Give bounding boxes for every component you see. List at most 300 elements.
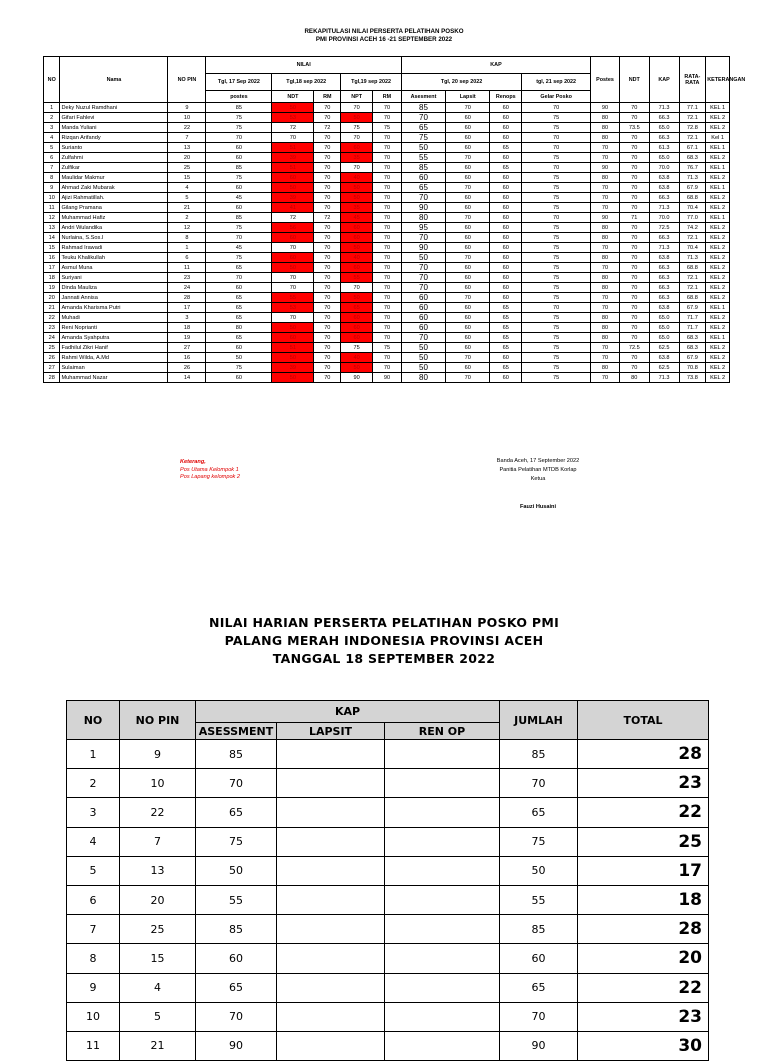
recap-cell-kap: 66.3 — [649, 283, 679, 293]
recap-cell-ndt: 50 — [272, 183, 314, 193]
daily-cell-asesment: 90 — [196, 1031, 277, 1060]
recap-cell-npt: 60 — [341, 223, 373, 233]
daily-header-lapsit: LAPSIT — [277, 723, 385, 740]
recap-cell-postes-final: 70 — [591, 203, 620, 213]
recap-cell-postes: 65 — [206, 333, 272, 343]
recap-cell-gelar: 75 — [522, 113, 591, 123]
recap-cell-postes-final: 90 — [591, 103, 620, 113]
daily-cell-lapsit — [277, 973, 385, 1002]
daily-cell-asesment: 60 — [196, 944, 277, 973]
recap-cell-renops: 60 — [490, 183, 522, 193]
recap-cell-keterangan: KEL 2 — [706, 123, 730, 133]
daily-cell-no: 9 — [67, 973, 120, 1002]
recap-cell-rata: 67.9 — [679, 353, 706, 363]
recap-cell-nama: Maulidar Makmur — [60, 173, 168, 183]
recap-cell-postes-final: 80 — [591, 283, 620, 293]
recap-cell-ndt-final: 70 — [619, 173, 649, 183]
recap-cell-keterangan: KEL 2 — [706, 203, 730, 213]
recap-cell-rm2: 70 — [373, 333, 402, 343]
recap-cell-ndt-final: 73.5 — [619, 123, 649, 133]
legend — [180, 459, 240, 482]
recap-cell-ndt-final: 70 — [619, 193, 649, 203]
recap-cell-rm1: 70 — [314, 363, 341, 373]
recap-cell-rm2: 70 — [373, 213, 402, 223]
recap-cell-gelar: 75 — [522, 313, 591, 323]
recap-cell-pin: 27 — [168, 343, 206, 353]
daily-cell-renop — [385, 973, 500, 1002]
recap-cell-pin: 21 — [168, 203, 206, 213]
recap-cell-rm1: 70 — [314, 243, 341, 253]
recap-cell-rata: 68.8 — [679, 193, 706, 203]
recap-cell-keterangan: KEL 2 — [706, 223, 730, 233]
recap-cell-pin: 20 — [168, 153, 206, 163]
recap-cell-rata: 68.8 — [679, 263, 706, 273]
recap-cell-lapsit: 60 — [446, 283, 490, 293]
recap-row — [44, 283, 730, 293]
recap-cell-rata: 67.1 — [679, 143, 706, 153]
recap-cell-postes: 60 — [206, 203, 272, 213]
recap-cell-ndt-final: 71 — [619, 213, 649, 223]
recap-cell-rata: 72.1 — [679, 113, 706, 123]
recap-cell-renops: 65 — [490, 343, 522, 353]
daily-cell-asesment: 85 — [196, 740, 277, 769]
recap-cell-rm1: 70 — [314, 203, 341, 213]
recap-cell-postes-final: 70 — [591, 343, 620, 353]
recap-cell-ndt-final: 70 — [619, 363, 649, 373]
daily-cell-lapsit — [277, 740, 385, 769]
recap-row — [44, 333, 730, 343]
recap-cell-renops: 60 — [490, 123, 522, 133]
daily-cell-jumlah: 75 — [500, 827, 578, 856]
recap-cell-gelar: 75 — [522, 343, 591, 353]
recap-cell-postes: 60 — [206, 283, 272, 293]
daily-cell-jumlah: 55 — [500, 885, 578, 914]
daily-cell-pin: 21 — [120, 1031, 196, 1060]
recap-cell-ndt: 50 — [272, 103, 314, 113]
recap-cell-no: 20 — [44, 293, 60, 303]
recap-cell-ndt-final: 70 — [619, 103, 649, 113]
recap-row — [44, 293, 730, 303]
recap-cell-kap: 71.3 — [649, 103, 679, 113]
recap-cell-no: 15 — [44, 243, 60, 253]
daily-header-kap: KAP — [196, 701, 500, 723]
recap-cell-rata: 72.1 — [679, 273, 706, 283]
recap-cell-rm2: 70 — [373, 143, 402, 153]
recap-row — [44, 243, 730, 253]
recap-row — [44, 303, 730, 313]
recap-cell-rm1: 70 — [314, 353, 341, 363]
recap-cell-postes-final: 80 — [591, 363, 620, 373]
recap-header-kap-col: KAP — [649, 57, 679, 103]
recap-cell-rata: 73.8 — [679, 373, 706, 383]
recap-cell-ndt-final: 70 — [619, 233, 649, 243]
recap-cell-postes: 75 — [206, 113, 272, 123]
daily-cell-no: 4 — [67, 827, 120, 856]
recap-row — [44, 133, 730, 143]
recap-cell-lapsit: 60 — [446, 313, 490, 323]
recap-cell-ndt: 72 — [272, 123, 314, 133]
daily-cell-jumlah: 90 — [500, 1031, 578, 1060]
recap-row — [44, 323, 730, 333]
recap-cell-pin: 5 — [168, 193, 206, 203]
recap-cell-rm2: 75 — [373, 123, 402, 133]
recap-cell-nama: Gifari Fahlevi — [60, 113, 168, 123]
recap-cell-postes-final: 80 — [591, 253, 620, 263]
daily-cell-pin: 13 — [120, 856, 196, 885]
recap-cell-no: 4 — [44, 133, 60, 143]
recap-cell-kap: 66.3 — [649, 263, 679, 273]
recap-cell-keterangan: KEL 2 — [706, 343, 730, 353]
recap-cell-postes: 45 — [206, 193, 272, 203]
daily-cell-lapsit — [277, 856, 385, 885]
recap-cell-kap: 71.3 — [649, 373, 679, 383]
recap-cell-no: 21 — [44, 303, 60, 313]
recap-cell-rata: 71.3 — [679, 253, 706, 263]
recap-cell-pin: 8 — [168, 233, 206, 243]
recap-cell-renops: 65 — [490, 333, 522, 343]
daily-cell-no: 6 — [67, 885, 120, 914]
daily-table — [66, 700, 709, 1061]
recap-cell-rm2: 70 — [373, 363, 402, 373]
sign-place-date: Banda Aceh, 17 September 2022 — [496, 458, 580, 464]
recap-cell-ndt: 39 — [272, 363, 314, 373]
recap-cell-kap: 63.8 — [649, 173, 679, 183]
recap-cell-lapsit: 60 — [446, 323, 490, 333]
recap-cell-npt: 60 — [341, 323, 373, 333]
recap-row — [44, 103, 730, 113]
recap-cell-postes-final: 70 — [591, 293, 620, 303]
recap-header-nilai: NILAI — [206, 57, 401, 74]
recap-cell-rata: 72.8 — [679, 123, 706, 133]
recap-cell-rm1: 70 — [314, 373, 341, 383]
recap-cell-gelar: 75 — [522, 233, 591, 243]
recap-cell-no: 24 — [44, 333, 60, 343]
daily-cell-no: 7 — [67, 915, 120, 944]
recap-cell-rata: 77.0 — [679, 213, 706, 223]
recap-cell-pin: 25 — [168, 163, 206, 173]
recap-cell-npt: 50 — [341, 113, 373, 123]
recap-cell-postes: 70 — [206, 273, 272, 283]
recap-cell-nama: Rahmi Wilda, A.Md — [60, 353, 168, 363]
recap-cell-ndt: 70 — [272, 243, 314, 253]
recap-cell-lapsit: 70 — [446, 353, 490, 363]
recap-row — [44, 123, 730, 133]
daily-cell-total: 18 — [578, 885, 709, 914]
recap-cell-no: 13 — [44, 223, 60, 233]
recap-cell-kap: 65.0 — [649, 323, 679, 333]
recap-cell-npt: 50 — [341, 363, 373, 373]
recap-cell-no: 10 — [44, 193, 60, 203]
recap-cell-lapsit: 60 — [446, 113, 490, 123]
recap-cell-npt: 50 — [341, 183, 373, 193]
recap-cell-asesment: 50 — [401, 143, 445, 153]
recap-cell-rm2: 70 — [373, 193, 402, 203]
recap-cell-gelar: 75 — [522, 223, 591, 233]
daily-cell-no: 2 — [67, 769, 120, 798]
recap-cell-rm1: 70 — [314, 153, 341, 163]
daily-cell-no: 5 — [67, 856, 120, 885]
daily-cell-lapsit — [277, 798, 385, 827]
recap-cell-asesment: 70 — [401, 193, 445, 203]
recap-cell-rm2: 90 — [373, 373, 402, 383]
recap-cell-kap: 63.8 — [649, 353, 679, 363]
daily-cell-lapsit — [277, 827, 385, 856]
recap-cell-postes: 75 — [206, 173, 272, 183]
daily-cell-no: 11 — [67, 1031, 120, 1060]
recap-cell-gelar: 75 — [522, 243, 591, 253]
daily-cell-total: 23 — [578, 1002, 709, 1031]
daily-cell-asesment: 55 — [196, 885, 277, 914]
recap-cell-keterangan: KEL 2 — [706, 233, 730, 243]
recap-cell-npt: 50 — [341, 293, 373, 303]
recap-cell-postes-final: 90 — [591, 163, 620, 173]
recap-cell-renops: 60 — [490, 173, 522, 183]
recap-cell-ndt: 50 — [272, 323, 314, 333]
recap-cell-asesment: 60 — [401, 323, 445, 333]
recap-cell-postes: 75 — [206, 223, 272, 233]
recap-cell-npt: 40 — [341, 173, 373, 183]
recap-cell-asesment: 60 — [401, 173, 445, 183]
recap-cell-keterangan: KEL 2 — [706, 323, 730, 333]
recap-cell-nama: Zulfahmi — [60, 153, 168, 163]
recap-cell-npt: 35 — [341, 203, 373, 213]
recap-cell-lapsit: 60 — [446, 133, 490, 143]
recap-cell-rm2: 70 — [373, 313, 402, 323]
recap-cell-postes-final: 80 — [591, 113, 620, 123]
daily-body — [67, 740, 709, 1061]
daily-cell-jumlah: 60 — [500, 944, 578, 973]
recap-cell-keterangan: KEL 2 — [706, 243, 730, 253]
recap-cell-pin: 13 — [168, 143, 206, 153]
recap-cell-npt: 70 — [341, 133, 373, 143]
recap-cell-keterangan: KEL 1 — [706, 103, 730, 113]
recap-cell-postes: 85 — [206, 163, 272, 173]
daily-header-asesment: ASESSMENT — [196, 723, 277, 740]
recap-cell-asesment: 70 — [401, 333, 445, 343]
recap-cell-pin: 22 — [168, 123, 206, 133]
daily-row — [67, 827, 709, 856]
recap-cell-rm1: 70 — [314, 253, 341, 263]
recap-cell-rata: 70.4 — [679, 243, 706, 253]
recap-cell-postes: 50 — [206, 353, 272, 363]
recap-cell-nama: Ahmad Zaki Mubarak — [60, 183, 168, 193]
recap-row — [44, 113, 730, 123]
recap-cell-pin: 17 — [168, 303, 206, 313]
recap-cell-renops: 60 — [490, 273, 522, 283]
recap-sub-gelar: Gelar Posko — [522, 91, 591, 103]
recap-cell-gelar: 75 — [522, 353, 591, 363]
recap-cell-gelar: 70 — [522, 133, 591, 143]
daily-cell-total: 28 — [578, 915, 709, 944]
recap-cell-postes: 75 — [206, 253, 272, 263]
recap-row — [44, 343, 730, 353]
recap-cell-rm1: 70 — [314, 323, 341, 333]
daily-cell-renop — [385, 885, 500, 914]
recap-cell-renops: 60 — [490, 263, 522, 273]
recap-cell-keterangan: KEL 2 — [706, 363, 730, 373]
recap-cell-no: 8 — [44, 173, 60, 183]
recap-cell-nama: Asmul Muna — [60, 263, 168, 273]
recap-cell-npt: 55 — [341, 273, 373, 283]
recap-cell-npt: 75 — [341, 343, 373, 353]
recap-cell-postes-final: 70 — [591, 143, 620, 153]
recap-cell-rm2: 70 — [373, 263, 402, 273]
recap-header-keterangan: KETERANGAN — [706, 57, 730, 103]
daily-cell-jumlah: 85 — [500, 915, 578, 944]
recap-cell-ndt-final: 70 — [619, 253, 649, 263]
recap-cell-renops: 60 — [490, 223, 522, 233]
daily-row — [67, 740, 709, 769]
recap-cell-lapsit: 60 — [446, 303, 490, 313]
recap-cell-keterangan: KEL 2 — [706, 173, 730, 183]
recap-cell-lapsit: 70 — [446, 213, 490, 223]
recap-cell-rm2: 75 — [373, 343, 402, 353]
recap-row — [44, 213, 730, 223]
recap-cell-no: 27 — [44, 363, 60, 373]
daily-cell-lapsit — [277, 1002, 385, 1031]
recap-cell-rm2: 70 — [373, 103, 402, 113]
daily-header-no: NO — [67, 701, 120, 740]
recap-cell-kap: 66.3 — [649, 273, 679, 283]
recap-cell-asesment: 90 — [401, 203, 445, 213]
recap-cell-npt: 35 — [341, 153, 373, 163]
recap-cell-lapsit: 70 — [446, 293, 490, 303]
recap-cell-keterangan: KEL 2 — [706, 283, 730, 293]
recap-cell-ndt-final: 70 — [619, 283, 649, 293]
recap-cell-npt: 60 — [341, 333, 373, 343]
recap-cell-lapsit: 60 — [446, 233, 490, 243]
recap-cell-pin: 24 — [168, 283, 206, 293]
recap-header-pin: NO PIN — [168, 57, 206, 103]
daily-cell-total: 17 — [578, 856, 709, 885]
recap-cell-lapsit: 60 — [446, 223, 490, 233]
daily-header-total: TOTAL — [578, 701, 709, 740]
recap-cell-npt: 75 — [341, 123, 373, 133]
recap-cell-rata: 68.3 — [679, 333, 706, 343]
recap-cell-nama: Gilang Pramana — [60, 203, 168, 213]
recap-cell-kap: 66.3 — [649, 233, 679, 243]
recap-cell-renops: 60 — [490, 293, 522, 303]
recap-cell-gelar: 70 — [522, 143, 591, 153]
recap-cell-lapsit: 70 — [446, 373, 490, 383]
recap-cell-no: 6 — [44, 153, 60, 163]
daily-title — [0, 614, 768, 668]
daily-cell-renop — [385, 915, 500, 944]
recap-cell-ndt: 55 — [272, 293, 314, 303]
recap-cell-kap: 66.3 — [649, 193, 679, 203]
recap-cell-rata: 72.1 — [679, 233, 706, 243]
recap-row — [44, 273, 730, 283]
recap-cell-rm1: 70 — [314, 223, 341, 233]
daily-cell-no: 8 — [67, 944, 120, 973]
daily-row — [67, 885, 709, 914]
recap-header-day3: Tgl,19 sep 2022 — [341, 74, 402, 91]
recap-cell-rm2: 70 — [373, 293, 402, 303]
recap-cell-gelar: 70 — [522, 213, 591, 223]
recap-cell-rm1: 70 — [314, 263, 341, 273]
recap-cell-npt: 50 — [341, 193, 373, 203]
recap-cell-rm2: 70 — [373, 283, 402, 293]
recap-cell-no: 5 — [44, 143, 60, 153]
recap-cell-postes: 60 — [206, 183, 272, 193]
recap-row — [44, 193, 730, 203]
recap-cell-rm1: 70 — [314, 313, 341, 323]
recap-cell-rm2: 70 — [373, 153, 402, 163]
recap-cell-ndt: 60 — [272, 173, 314, 183]
recap-cell-nama: Zulfikar — [60, 163, 168, 173]
recap-cell-postes: 60 — [206, 343, 272, 353]
recap-cell-nama: Muhammad Hafiz — [60, 213, 168, 223]
recap-cell-kap: 61.3 — [649, 143, 679, 153]
recap-cell-no: 9 — [44, 183, 60, 193]
recap-cell-pin: 23 — [168, 273, 206, 283]
recap-cell-rm2: 70 — [373, 183, 402, 193]
recap-cell-rm1: 70 — [314, 113, 341, 123]
recap-cell-pin: 18 — [168, 323, 206, 333]
recap-cell-rm2: 70 — [373, 323, 402, 333]
daily-cell-pin: 4 — [120, 973, 196, 1002]
recap-row — [44, 153, 730, 163]
recap-cell-pin: 3 — [168, 313, 206, 323]
daily-cell-renop — [385, 944, 500, 973]
recap-cell-asesment: 60 — [401, 303, 445, 313]
recap-cell-rata: 68.3 — [679, 343, 706, 353]
recap-cell-lapsit: 60 — [446, 333, 490, 343]
recap-cell-rata: 77.1 — [679, 103, 706, 113]
recap-row — [44, 183, 730, 193]
recap-cell-renops: 60 — [490, 203, 522, 213]
recap-cell-rm2: 70 — [373, 203, 402, 213]
recap-cell-lapsit: 60 — [446, 123, 490, 133]
recap-cell-ndt: 53 — [272, 113, 314, 123]
recap-cell-rm2: 70 — [373, 133, 402, 143]
recap-cell-ndt-final: 70 — [619, 303, 649, 313]
daily-cell-pin: 7 — [120, 827, 196, 856]
recap-cell-rm1: 70 — [314, 103, 341, 113]
recap-cell-ndt-final: 70 — [619, 183, 649, 193]
recap-cell-keterangan: KEL 2 — [706, 313, 730, 323]
recap-cell-kap: 65.0 — [649, 333, 679, 343]
recap-cell-rata: 71.3 — [679, 173, 706, 183]
recap-cell-ndt: 51 — [272, 143, 314, 153]
recap-header-day2: Tgl,18 sep 2022 — [272, 74, 341, 91]
recap-row — [44, 203, 730, 213]
sign-role: Ketua — [530, 476, 546, 482]
recap-cell-asesment: 50 — [401, 363, 445, 373]
recap-cell-postes-final: 70 — [591, 303, 620, 313]
recap-cell-rm2: 70 — [373, 223, 402, 233]
recap-cell-rm1: 70 — [314, 143, 341, 153]
recap-cell-ndt: 60 — [272, 253, 314, 263]
recap-cell-ndt-final: 72.5 — [619, 343, 649, 353]
recap-cell-nama: Dinda Mauliza — [60, 283, 168, 293]
recap-cell-rata: 74.2 — [679, 223, 706, 233]
recap-cell-renops: 60 — [490, 233, 522, 243]
daily-cell-renop — [385, 856, 500, 885]
recap-cell-renops: 60 — [490, 103, 522, 113]
recap-cell-ndt-final: 70 — [619, 313, 649, 323]
recap-cell-gelar: 75 — [522, 363, 591, 373]
recap-cell-pin: 28 — [168, 293, 206, 303]
recap-cell-nama: Muhadi — [60, 313, 168, 323]
recap-cell-postes: 65 — [206, 293, 272, 303]
recap-cell-postes-final: 70 — [591, 353, 620, 363]
recap-cell-gelar: 70 — [522, 303, 591, 313]
recap-cell-lapsit: 60 — [446, 243, 490, 253]
recap-header-day4: Tgl, 20 sep 2022 — [401, 74, 521, 91]
recap-sub-rm2: RM — [373, 91, 402, 103]
recap-cell-ndt: 39 — [272, 193, 314, 203]
